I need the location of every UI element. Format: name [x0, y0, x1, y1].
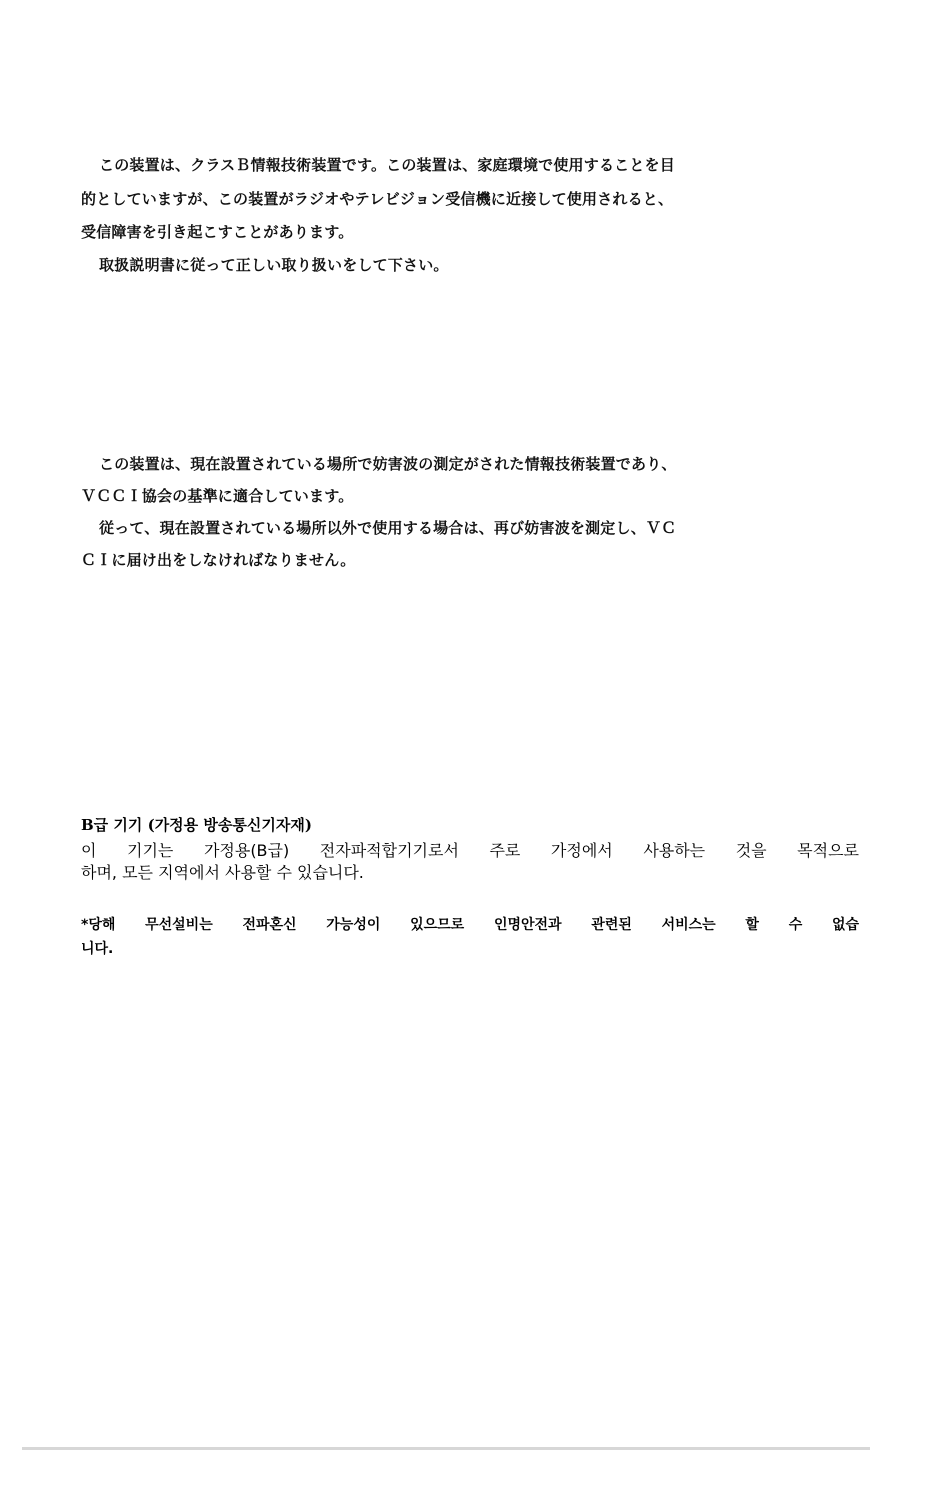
footer-divider	[22, 1447, 870, 1450]
vcci-measured-statement	[81, 455, 801, 585]
vcci-a-line-1: この装置は、クラスＢ情報技術装置です。この装置は、家庭環境で使用することを目	[99, 156, 675, 174]
korea-statement-body	[81, 840, 859, 884]
korea-notice-line-1: *당해 무선설비는 전파혼신 가능성이 있으므로 인명안전과 관련된 서비스는 할 수 없습	[81, 917, 859, 933]
korea-wireless-notice	[81, 913, 859, 961]
vcci-a-line-4: 取扱説明書に従って正しい取り扱いをして下さい。	[99, 256, 449, 274]
vcci-a-line-2: 的としていますが、この装置がラジオやテレビジョン受信機に近接して使用されると、	[81, 190, 674, 208]
korea-body-line-2: 하며, 모든 지역에서 사용할 수 있습니다.	[81, 863, 364, 882]
vcci-class-b-statement	[81, 156, 801, 286]
korea-body-line-1: 이 기기는 가정용(B급) 전자파적합기기로서 주로 가정에서 사용하는 것을 목적으로	[81, 841, 859, 860]
vcci-b-line-1: この装置は、現在設置されている場所で妨害波の測定がされた情報技術装置であり、	[99, 455, 677, 473]
korea-class-b-statement	[81, 815, 861, 965]
vcci-b-line-4: ＣＩに届け出をしなければなりません。	[81, 551, 356, 569]
korea-statement-title: B급 기기 (가정용 방송통신기자재)	[81, 816, 312, 834]
vcci-b-line-3: 従って、現在設置されている場所以外で使用する場合は、再び妨害波を測定し、ＶＣ	[99, 519, 677, 537]
vcci-a-line-3: 受信障害を引き起こすことがあります。	[81, 223, 354, 241]
korea-notice-line-2: 니다.	[81, 941, 114, 957]
vcci-b-line-2: ＶＣＣＩ協会の基準に適合しています。	[81, 487, 354, 505]
